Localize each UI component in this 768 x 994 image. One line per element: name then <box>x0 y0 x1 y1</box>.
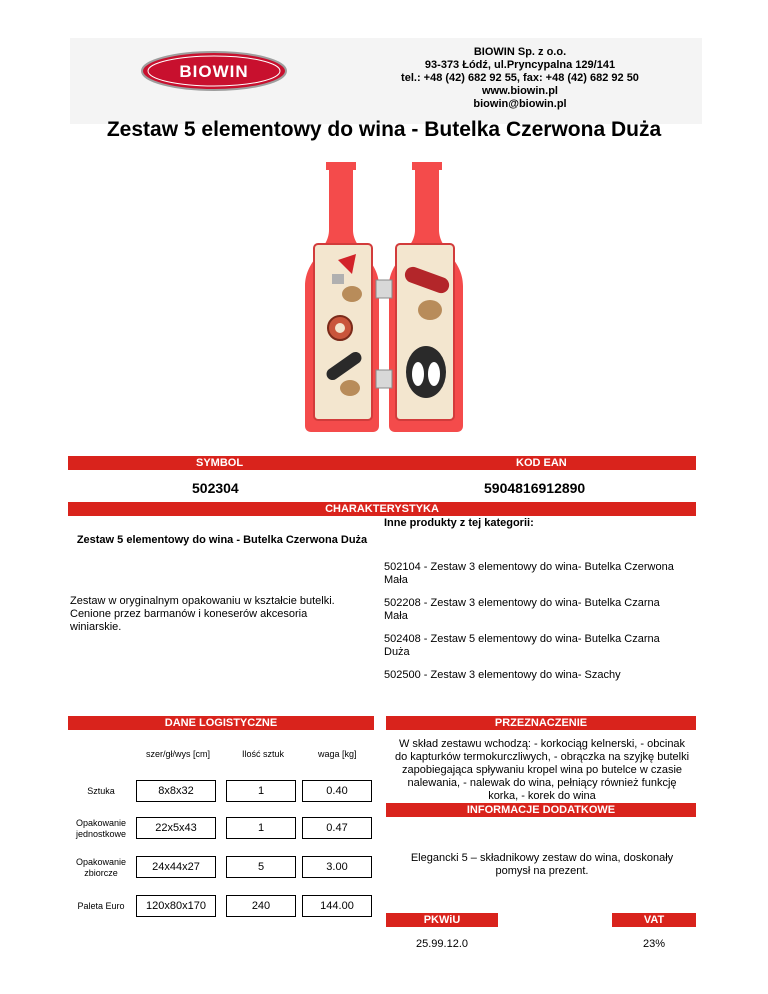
logistics-cell-qty: 5 <box>226 856 296 878</box>
logistics-cell-qty: 1 <box>226 780 296 802</box>
logistics-col-dimensions: szer/gł/wys [cm] <box>146 749 211 759</box>
company-info <box>360 46 680 111</box>
pkwiu-bar: PKWiU <box>386 913 498 927</box>
company-email-link[interactable]: biowin@biowin.pl <box>473 98 567 110</box>
logistics-row-label: Paleta Euro <box>77 901 125 911</box>
logistics-cell-dims: 8x8x32 <box>136 780 216 802</box>
related-product-item[interactable]: 502408 - Zestaw 5 elementowy do wina- Butelka Czarna Duża <box>384 633 660 658</box>
page-title: Zestaw 5 elementowy do wina - Butelka Czerwona Duża <box>106 118 662 141</box>
logistics-cell-dims: 22x5x43 <box>136 817 216 839</box>
ean-value: 5904816912890 <box>484 480 586 496</box>
pkwiu-value: 25.99.12.0 <box>416 938 468 950</box>
logistics-cell-weight: 0.47 <box>302 817 372 839</box>
logistics-cell-qty: 240 <box>226 895 296 917</box>
product-image <box>304 160 464 432</box>
purpose-bar: PRZEZNACZENIE <box>386 716 696 730</box>
vat-value: 23% <box>642 938 666 950</box>
logistics-cell-dims: 24x44x27 <box>136 856 216 878</box>
symbol-value: 502304 <box>192 480 239 496</box>
vat-bar: VAT <box>612 913 696 927</box>
product-name: Zestaw 5 elementowy do wina - Butelka Czerwona Duża <box>76 534 368 546</box>
logistics-col-weight: waga [kg] <box>318 749 357 759</box>
ean-label: KOD EAN <box>516 457 567 469</box>
related-product-item[interactable]: 502104 - Zestaw 3 elementowy do wina- Butelka Czerwona Mała <box>384 561 674 586</box>
additional-info-bar: INFORMACJE DODATKOWE <box>386 803 696 817</box>
logistics-cell-weight: 3.00 <box>302 856 372 878</box>
logistics-col-quantity: Ilość sztuk <box>242 749 285 759</box>
logistics-row-label: Opakowanie jednostkowe <box>75 818 127 839</box>
related-products-list <box>384 561 684 692</box>
related-product-item[interactable]: 502500 - Zestaw 3 elementowy do wina- Szachy <box>384 669 621 681</box>
characteristics-bar: CHARAKTERYSTYKA <box>68 502 696 516</box>
additional-info-text: Elegancki 5 – składnikowy zestaw do wina, doskonały pomysł na prezent. <box>410 852 674 877</box>
logistics-cell-weight: 144.00 <box>302 895 372 917</box>
logistics-cell-weight: 0.40 <box>302 780 372 802</box>
other-products-heading: Inne produkty z tej kategorii: <box>384 517 534 529</box>
symbol-label: SYMBOL <box>196 457 244 469</box>
company-website-link[interactable]: www.biowin.pl <box>482 85 558 97</box>
biowin-logo <box>140 50 288 92</box>
logistics-row-label: Sztuka <box>87 786 115 796</box>
symbol-ean-bar <box>68 456 696 470</box>
logistics-row-label: Opakowanie zbiorcze <box>75 857 127 878</box>
logistics-bar: DANE LOGISTYCZNE <box>68 716 374 730</box>
company-phone: tel.: +48 (42) 682 92 55, fax: +48 (42) 682 92 50 <box>401 72 639 84</box>
company-web-line <box>360 85 680 111</box>
related-product-item[interactable]: 502208 - Zestaw 3 elementowy do wina- Butelka Czarna Mała <box>384 597 660 622</box>
logistics-cell-dims: 120x80x170 <box>136 895 216 917</box>
company-name: BIOWIN Sp. z o.o. <box>473 46 567 58</box>
purpose-text: W skład zestawu wchodzą: - korkociąg kelnerski, - obcinak do kapturków termokurczliwych, - obrączka na szyjkę butelki zapobiegająca spływaniu kropel wina po butelce w czasie nalewania, - nalewak do wina, pełniący również funkcję korka, - korek do wina <box>394 738 690 802</box>
company-address: 93-373 Łódź, ul.Pryncypalna 129/141 <box>424 59 616 71</box>
logistics-cell-qty: 1 <box>226 817 296 839</box>
product-description: Zestaw w oryginalnym opakowaniu w kształcie butelki. Cenione przez barmanów i koneserów akcesoria winiarskie. <box>70 595 335 633</box>
logo-text: BIOWIN <box>179 62 249 81</box>
